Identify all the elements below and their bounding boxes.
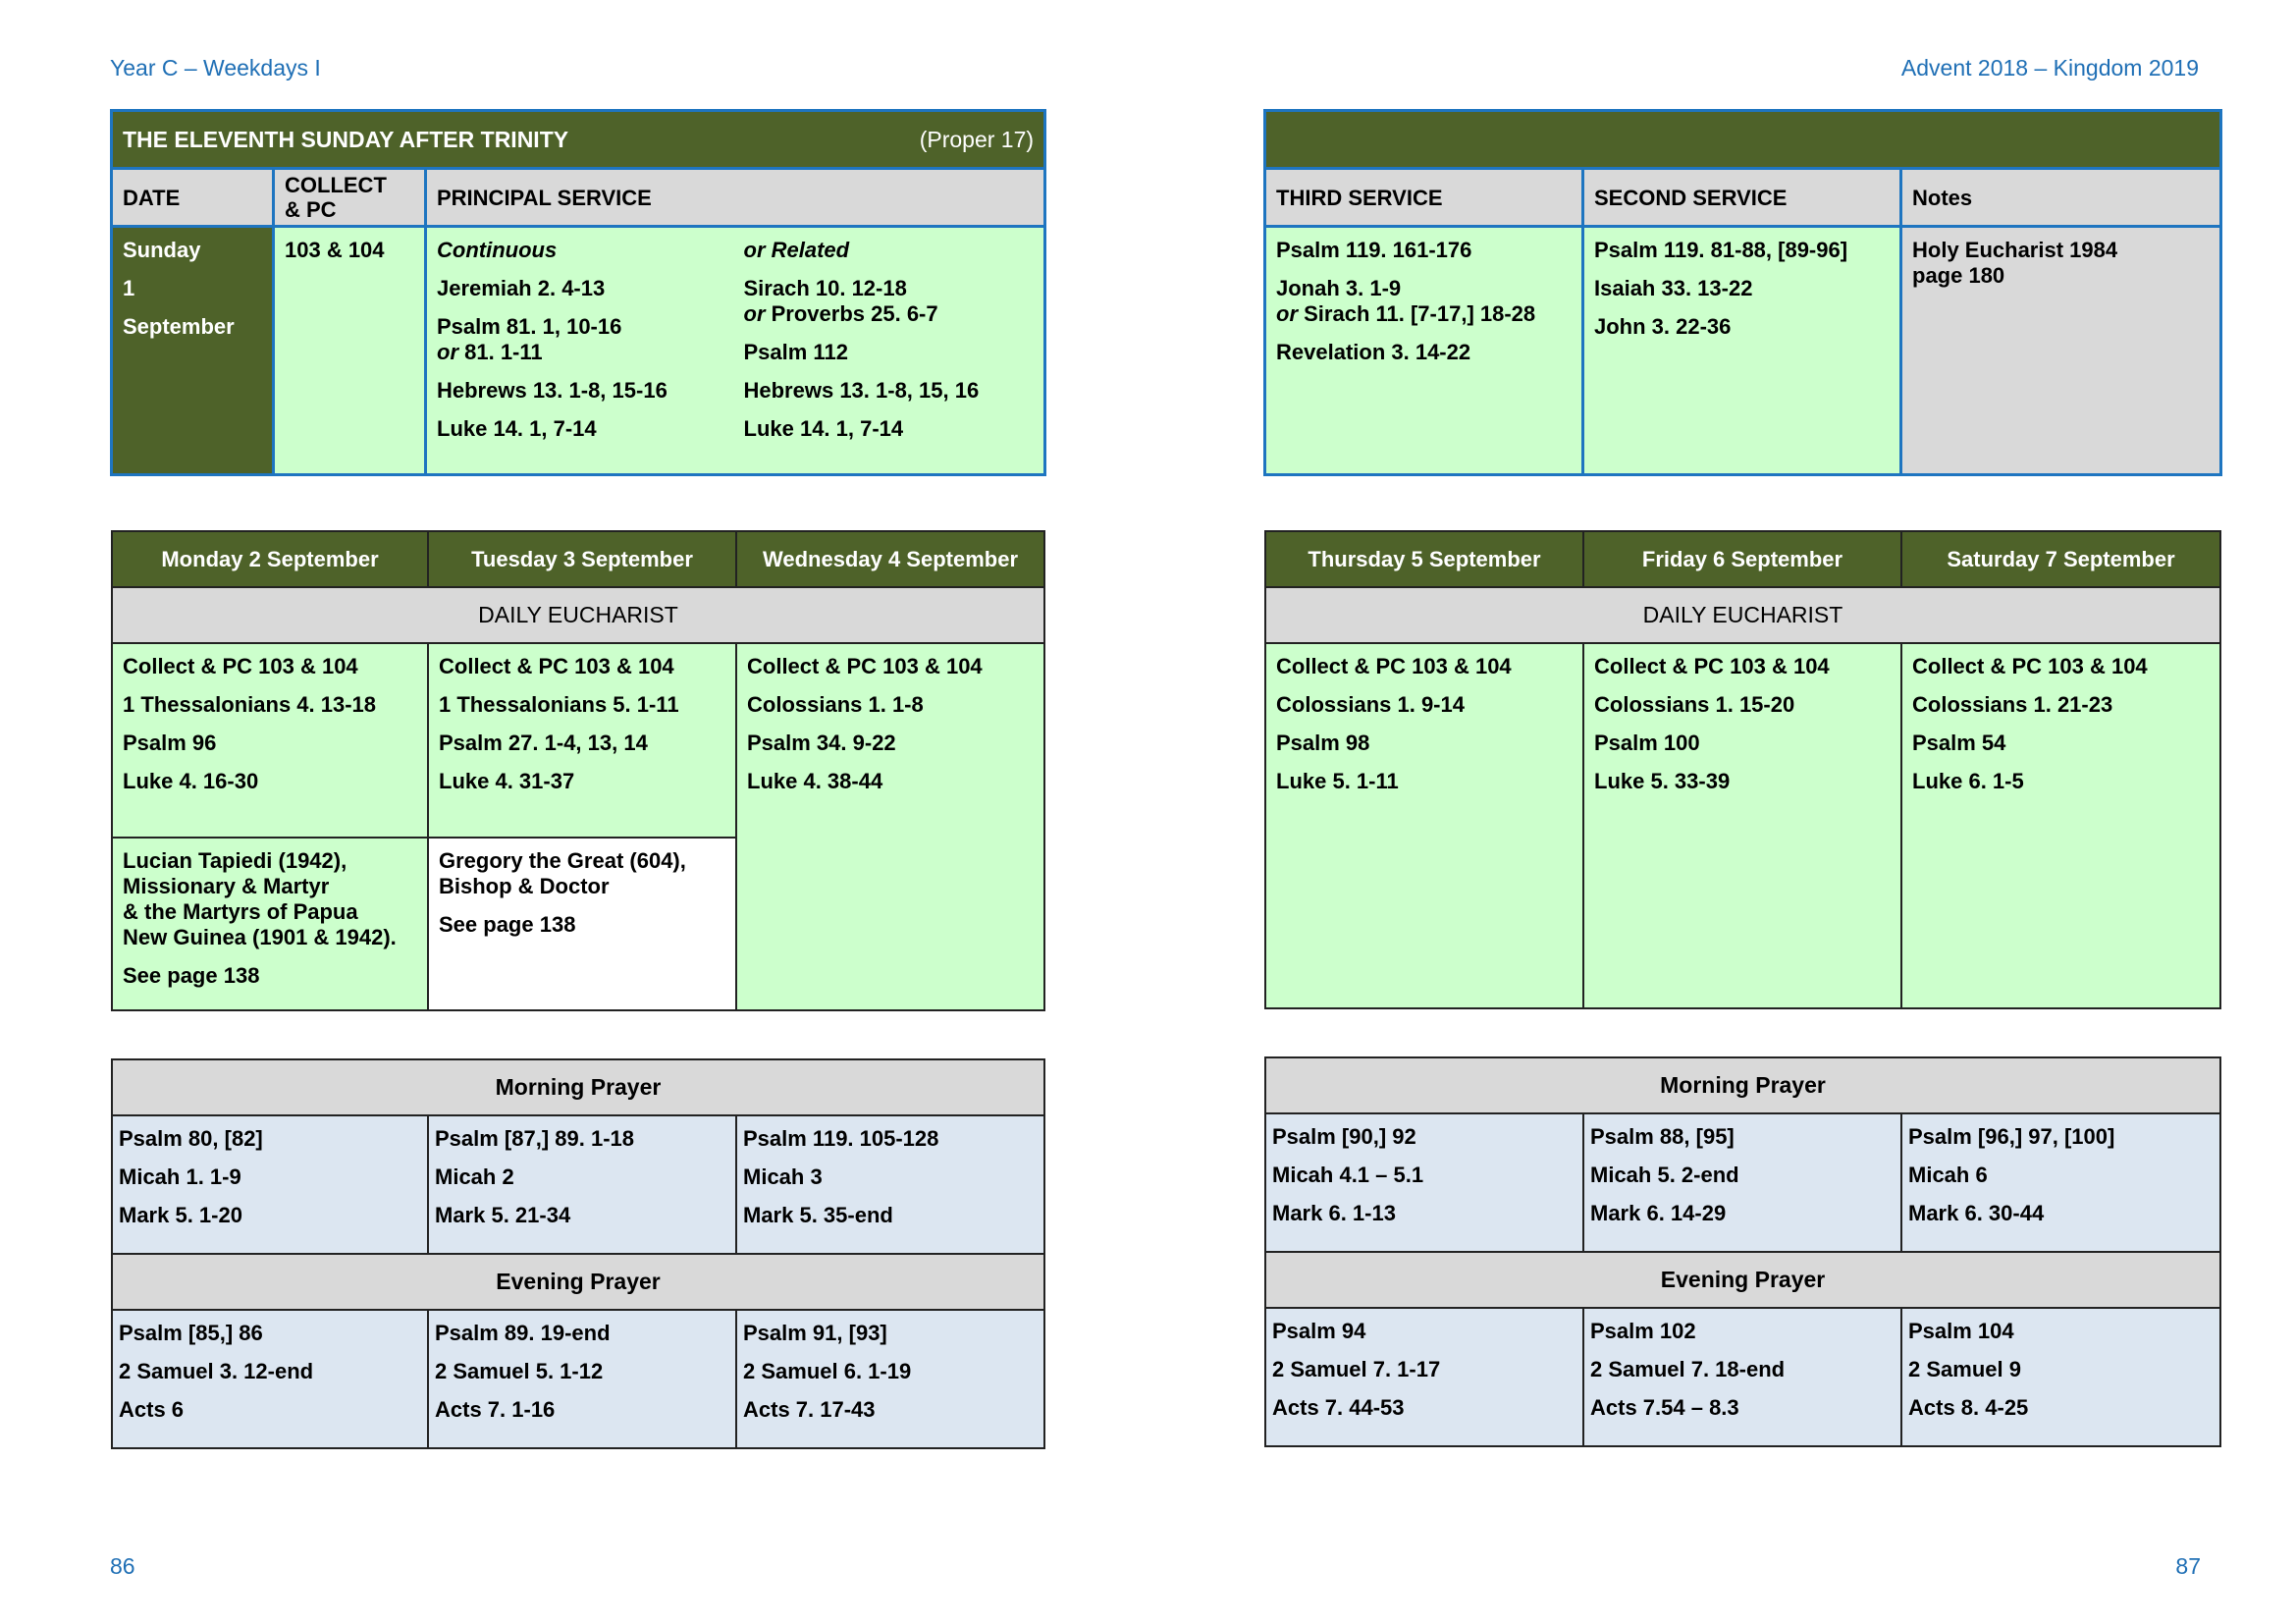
reading-line: Mark 6. 14-29 (1590, 1201, 1727, 1225)
evening-cell-thursday (1265, 1308, 1583, 1446)
eucharist-cell-monday (112, 643, 428, 838)
reading-line: Acts 8. 4-25 (1908, 1395, 2029, 1420)
morning-cell-friday (1583, 1113, 1901, 1252)
sunday-title-bar-blank (1265, 111, 2221, 169)
reading-line: 2 Samuel 3. 12-end (119, 1359, 314, 1383)
eucharist-cell-friday (1583, 643, 1901, 1008)
reading-line: Psalm 91, [93] (743, 1321, 887, 1345)
reading-line: 2 Samuel 7. 18-end (1590, 1357, 1786, 1381)
daily-eucharist-banner: DAILY EUCHARIST (1265, 587, 2220, 643)
col-header-notes: Notes (1901, 169, 2221, 227)
morning-prayer-banner: Morning Prayer (112, 1059, 1044, 1115)
reading-line: Psalm 102 (1590, 1319, 1696, 1343)
col-header-date: DATE (112, 169, 274, 227)
reading-line: Collect & PC 103 & 104 (1912, 654, 2148, 678)
principal-related-cell (734, 227, 1045, 475)
reading-line: Collect & PC 103 & 104 (747, 654, 983, 678)
reading-line: Micah 3 (743, 1164, 823, 1189)
see-page-ref: See page 138 (123, 963, 260, 988)
evening-prayer-banner: Evening Prayer (112, 1254, 1044, 1310)
second-service-cell (1583, 227, 1901, 475)
reading-line-alt: or 81. 1-11 (437, 340, 543, 364)
reading-line: Collect & PC 103 & 104 (1594, 654, 1830, 678)
reading-line: Psalm 119. 81-88, [89-96] (1594, 238, 1848, 262)
day-heading-friday: Friday 6 September (1583, 531, 1901, 587)
day-heading-tuesday: Tuesday 3 September (428, 531, 736, 587)
reading-line: Luke 6. 1-5 (1912, 769, 2024, 793)
reading-line: Psalm 34. 9-22 (747, 731, 896, 755)
reading-line: Mark 6. 30-44 (1908, 1201, 2045, 1225)
related-label: or Related (743, 238, 850, 262)
reading-line: Jonah 3. 1-9 (1276, 276, 1402, 300)
evening-cell-tuesday (428, 1310, 736, 1448)
day-heading-thursday: Thursday 5 September (1265, 531, 1583, 587)
reading-line: Jeremiah 2. 4-13 (437, 276, 606, 300)
reading-line: Psalm 81. 1, 10-16 (437, 314, 622, 339)
reading-line: Psalm 88, [95] (1590, 1124, 1735, 1149)
sunday-table-left (110, 109, 1046, 476)
reading-line: Psalm [96,] 97, [100] (1908, 1124, 2115, 1149)
reading-line: Psalm 54 (1912, 731, 2006, 755)
notes-line: Holy Eucharist 1984 (1912, 238, 2118, 262)
commemoration-line: Gregory the Great (604), (439, 848, 686, 873)
reading-line: Micah 6 (1908, 1163, 1988, 1187)
alt-text: Sirach 11. [7-17,] 18-28 (1304, 301, 1536, 326)
sunday-date-number: 1 (123, 276, 135, 300)
commemoration-line: Bishop & Doctor (439, 874, 610, 898)
sunday-date-cell (112, 227, 274, 475)
reading-line: Psalm [90,] 92 (1272, 1124, 1416, 1149)
reading-line: Micah 2 (435, 1164, 514, 1189)
commemoration-cell-tuesday (428, 838, 736, 1010)
reading-line: 2 Samuel 6. 1-19 (743, 1359, 912, 1383)
reading-line: Psalm 98 (1276, 731, 1370, 755)
see-page-ref: See page 138 (439, 912, 576, 937)
reading-line: Psalm 96 (123, 731, 217, 755)
notes-cell (1901, 227, 2221, 475)
morning-prayer-banner: Morning Prayer (1265, 1057, 2220, 1113)
page-number-right: 87 (2175, 1553, 2201, 1579)
reading-line: Psalm 112 (743, 340, 848, 364)
evening-cell-friday (1583, 1308, 1901, 1446)
morning-cell-wednesday (736, 1115, 1044, 1254)
reading-line: Micah 5. 2-end (1590, 1163, 1739, 1187)
reading-line: Luke 4. 16-30 (123, 769, 259, 793)
reading-line: Revelation 3. 14-22 (1276, 340, 1471, 364)
reading-line: 2 Samuel 9 (1908, 1357, 2021, 1381)
alt-text: 81. 1-11 (464, 340, 543, 364)
principal-continuous-cell (426, 227, 734, 475)
reading-line: Collect & PC 103 & 104 (123, 654, 358, 678)
reading-line: Acts 7. 1-16 (435, 1397, 556, 1422)
running-header-right (1901, 55, 2199, 81)
morning-cell-saturday (1901, 1113, 2220, 1252)
eucharist-cell-wednesday (736, 643, 1044, 1010)
reading-line-alt: or Proverbs 25. 6-7 (743, 301, 938, 326)
continuous-label: Continuous (437, 238, 558, 262)
office-table-left (111, 1058, 1045, 1449)
col-header-collect-line2: & PC (285, 197, 337, 222)
reading-line: Luke 4. 38-44 (747, 769, 883, 793)
reading-line: Psalm 119. 105-128 (743, 1126, 939, 1151)
commemoration-line: Lucian Tapiedi (1942), (123, 848, 347, 873)
reading-line: Colossians 1. 21-23 (1912, 692, 2113, 717)
reading-line: Acts 7.54 – 8.3 (1590, 1395, 1739, 1420)
reading-line: Psalm 80, [82] (119, 1126, 263, 1151)
reading-line: Acts 6 (119, 1397, 185, 1422)
sunday-date-day: Sunday (123, 238, 201, 262)
reading-line: Psalm [85,] 86 (119, 1321, 263, 1345)
alt-text: Proverbs 25. 6-7 (771, 301, 938, 326)
reading-line: Luke 5. 1-11 (1276, 769, 1399, 793)
reading-line: Colossians 1. 1-8 (747, 692, 924, 717)
commemoration-line: & the Martyrs of Papua (123, 899, 358, 924)
notes-line: page 180 (1912, 263, 2005, 288)
reading-line: Acts 7. 44-53 (1272, 1395, 1405, 1420)
eucharist-cell-tuesday (428, 643, 736, 838)
reading-line: Luke 5. 33-39 (1594, 769, 1731, 793)
reading-line: 1 Thessalonians 4. 13-18 (123, 692, 377, 717)
morning-cell-tuesday (428, 1115, 736, 1254)
weekday-eucharist-left (111, 530, 1045, 1011)
reading-line: Psalm 100 (1594, 731, 1700, 755)
morning-cell-thursday (1265, 1113, 1583, 1252)
reading-line-alt: or Sirach 11. [7-17,] 18-28 (1276, 301, 1536, 326)
reading-line: Psalm [87,] 89. 1-18 (435, 1126, 635, 1151)
day-heading-saturday: Saturday 7 September (1901, 531, 2220, 587)
reading-line: Micah 4.1 – 5.1 (1272, 1163, 1424, 1187)
weekday-eucharist-right (1264, 530, 2221, 1009)
reading-line: 2 Samuel 7. 1-17 (1272, 1357, 1441, 1381)
reading-line: Mark 5. 1-20 (119, 1203, 242, 1227)
sunday-title: THE ELEVENTH SUNDAY AFTER TRINITY (123, 126, 569, 152)
commemoration-line: Missionary & Martyr (123, 874, 330, 898)
reading-line: 2 Samuel 5. 1-12 (435, 1359, 604, 1383)
day-heading-monday: Monday 2 September (112, 531, 428, 587)
reading-line: Mark 5. 35-end (743, 1203, 893, 1227)
col-header-collect (274, 169, 426, 227)
reading-line: Mark 5. 21-34 (435, 1203, 571, 1227)
reading-line: Hebrews 13. 1-8, 15, 16 (743, 378, 980, 403)
reading-line: Hebrews 13. 1-8, 15-16 (437, 378, 667, 403)
sunday-date-month: September (123, 314, 235, 339)
reading-line: Psalm 27. 1-4, 13, 14 (439, 731, 648, 755)
col-header-collect-line1: COLLECT (285, 173, 387, 197)
commemoration-line: New Guinea (1901 & 1942). (123, 925, 397, 949)
page-number-left: 86 (110, 1553, 135, 1579)
reading-line: Psalm 89. 19-end (435, 1321, 611, 1345)
col-header-third: THIRD SERVICE (1265, 169, 1583, 227)
reading-line: Collect & PC 103 & 104 (439, 654, 674, 678)
sunday-collect-cell: 103 & 104 (274, 227, 426, 475)
eucharist-cell-thursday (1265, 643, 1583, 1008)
daily-eucharist-banner: DAILY EUCHARIST (112, 587, 1044, 643)
reading-line: Psalm 104 (1908, 1319, 2014, 1343)
reading-line: Luke 14. 1, 7-14 (743, 416, 904, 441)
col-header-second: SECOND SERVICE (1583, 169, 1901, 227)
office-table-right (1264, 1056, 2221, 1447)
reading-line: Acts 7. 17-43 (743, 1397, 876, 1422)
third-service-cell (1265, 227, 1583, 475)
evening-cell-monday (112, 1310, 428, 1448)
running-header-left: Year C – Weekdays I (110, 55, 321, 81)
evening-cell-wednesday (736, 1310, 1044, 1448)
reading-line: Collect & PC 103 & 104 (1276, 654, 1512, 678)
reading-line: Mark 6. 1-13 (1272, 1201, 1396, 1225)
morning-cell-monday (112, 1115, 428, 1254)
sunday-title-bar (112, 111, 1045, 169)
reading-line: Luke 4. 31-37 (439, 769, 575, 793)
col-header-principal: PRINCIPAL SERVICE (426, 169, 1045, 227)
day-heading-wednesday: Wednesday 4 September (736, 531, 1044, 587)
reading-line: Psalm 94 (1272, 1319, 1366, 1343)
reading-line: Sirach 10. 12-18 (743, 276, 907, 300)
reading-line: Colossians 1. 9-14 (1276, 692, 1465, 717)
reading-line: Isaiah 33. 13-22 (1594, 276, 1753, 300)
commemoration-cell-monday (112, 838, 428, 1010)
eucharist-cell-saturday (1901, 643, 2220, 1008)
reading-line: John 3. 22-36 (1594, 314, 1732, 339)
evening-prayer-banner: Evening Prayer (1265, 1252, 2220, 1308)
reading-line: Psalm 119. 161-176 (1276, 238, 1472, 262)
proper-number: (Proper 17) (919, 126, 1035, 152)
reading-line: Colossians 1. 15-20 (1594, 692, 1795, 717)
reading-line: 1 Thessalonians 5. 1-11 (439, 692, 679, 717)
running-header-right-text: Advent 2018 – Kingdom 2019 (1900, 55, 2199, 81)
sunday-table-right (1263, 109, 2222, 476)
reading-line: Luke 14. 1, 7-14 (437, 416, 597, 441)
evening-cell-saturday (1901, 1308, 2220, 1446)
reading-line: Micah 1. 1-9 (119, 1164, 241, 1189)
